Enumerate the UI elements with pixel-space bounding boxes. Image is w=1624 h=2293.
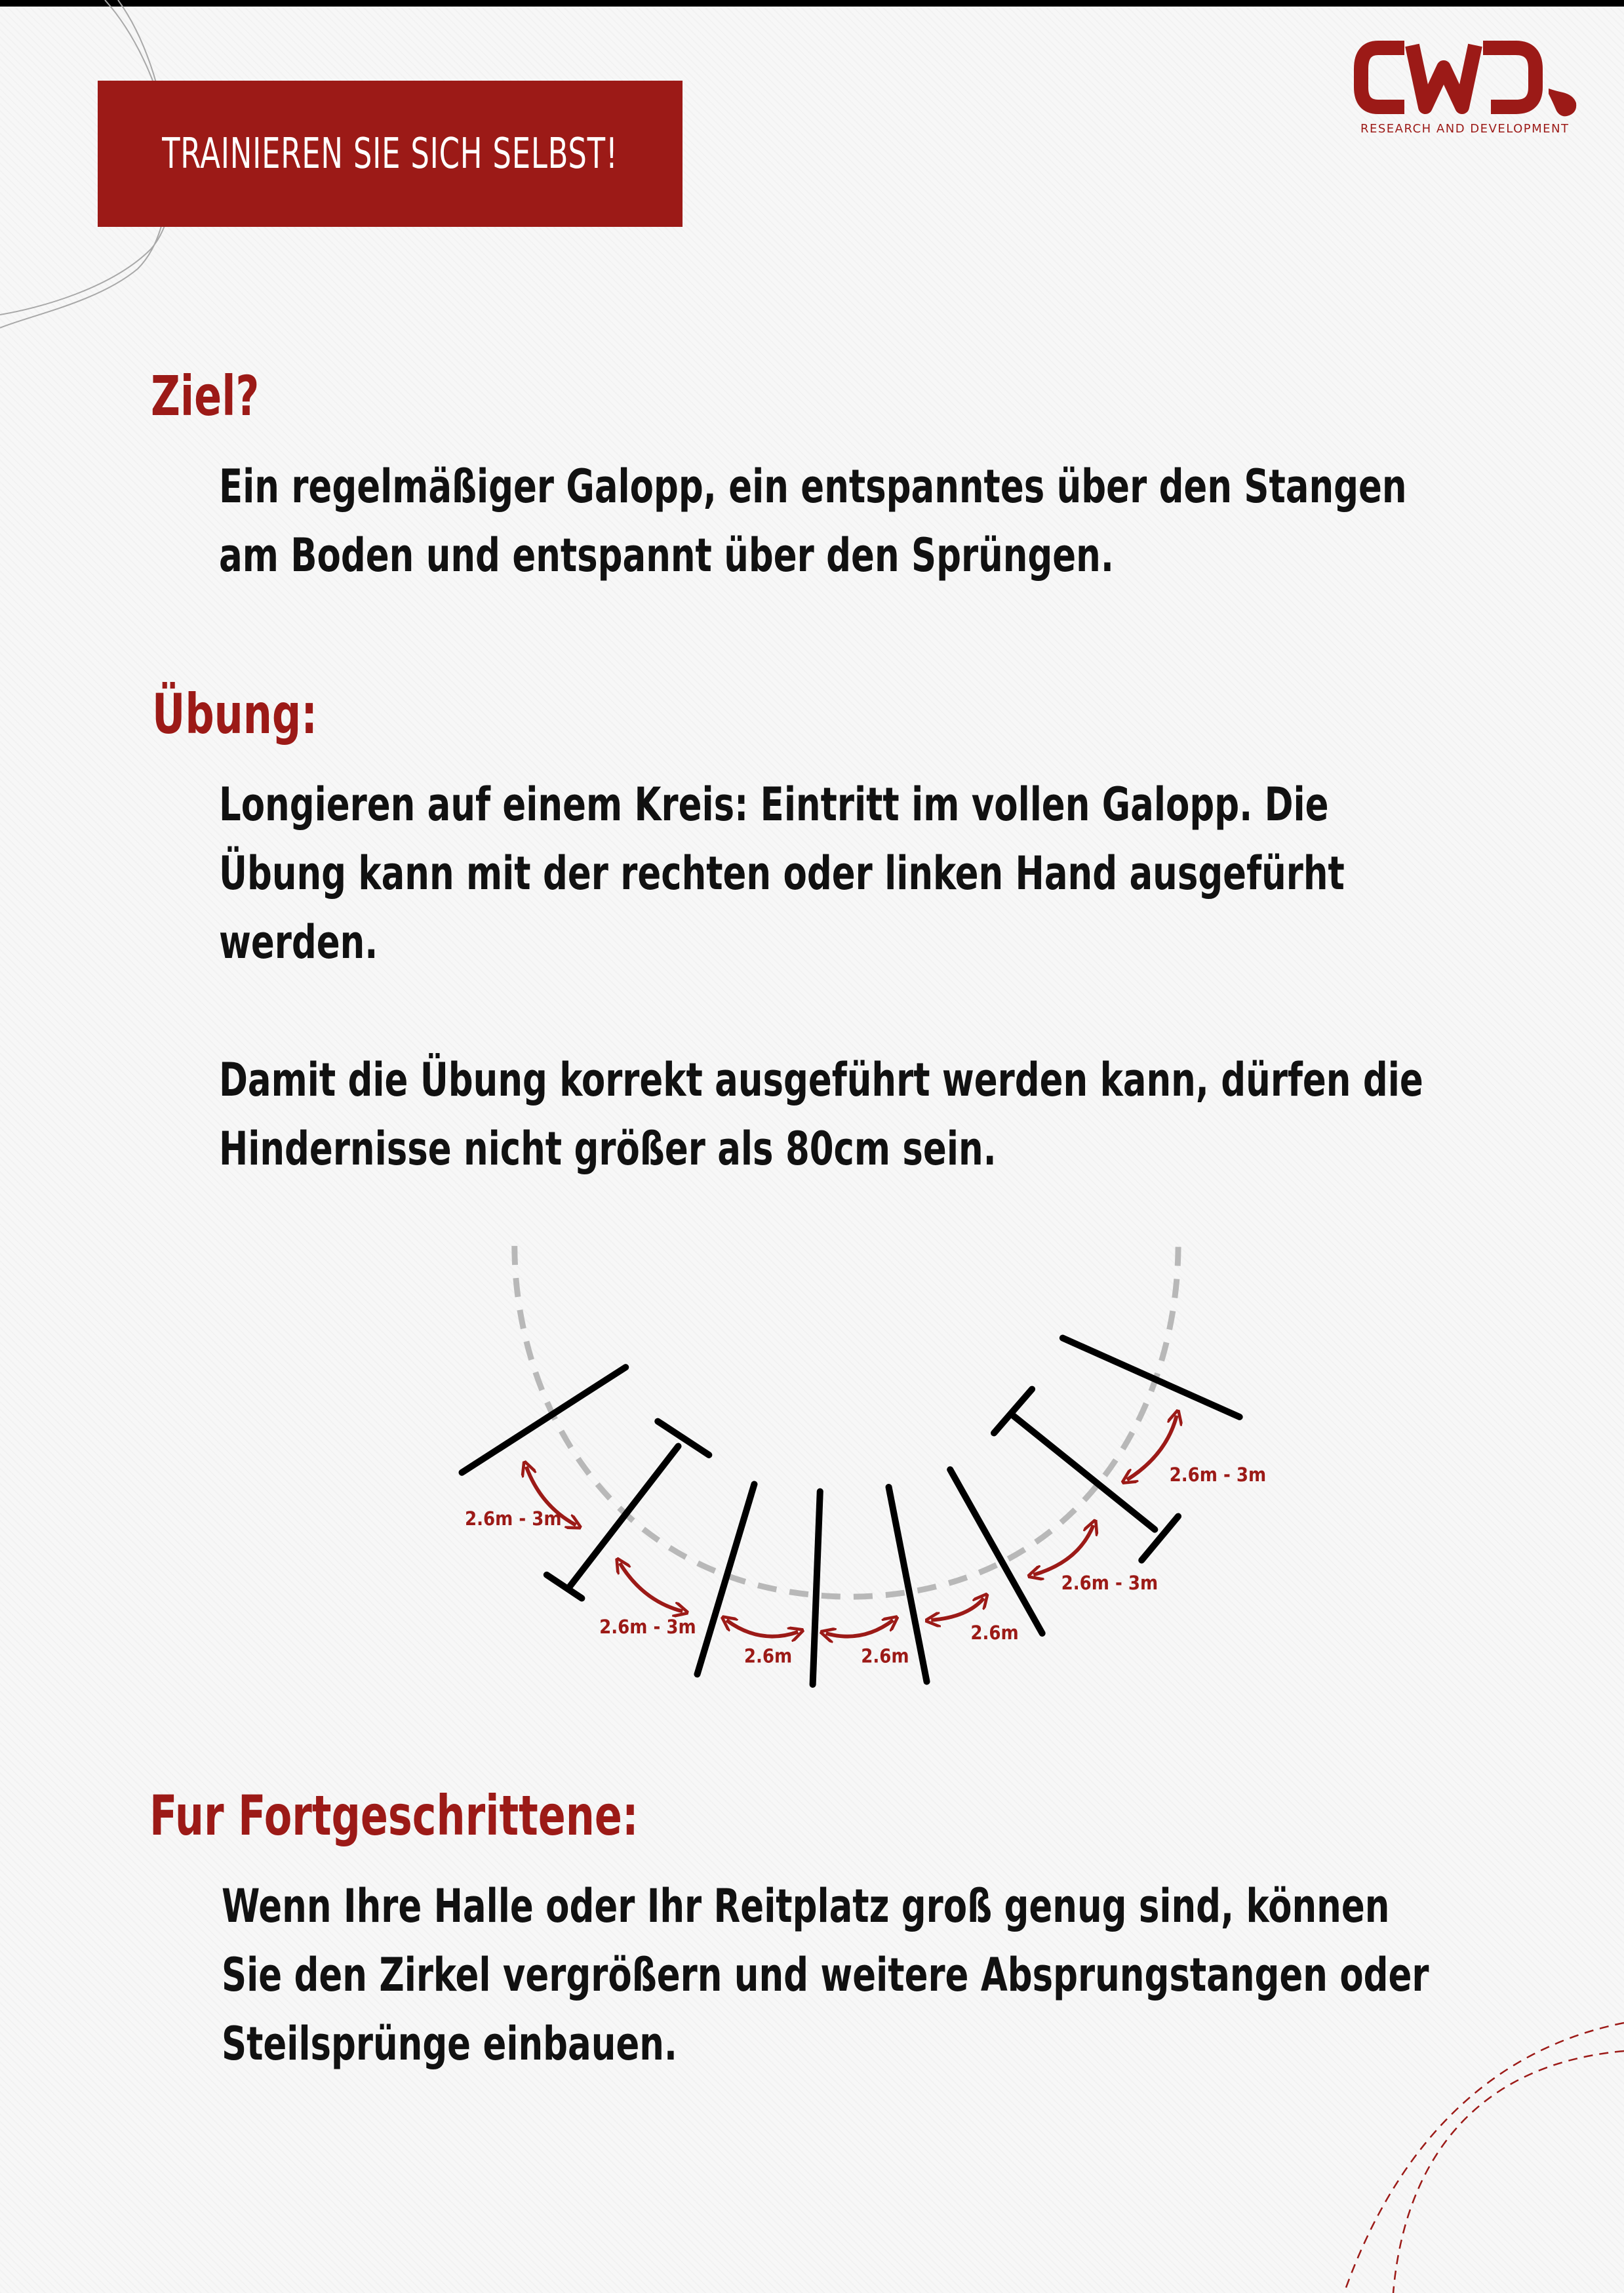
exercise-note-line: Damit die Übung korrekt ausgeführt werden kann, dürfen die [219, 1053, 1423, 1107]
label-left-outer: 2.6m - 3m [464, 1507, 562, 1530]
exercise-heading: Übung: [152, 682, 318, 746]
distance-arrows [526, 1416, 1177, 1637]
label-right-outer: 2.6m - 3m [1169, 1464, 1267, 1486]
longe-circle-path [515, 1237, 1178, 1597]
banner-title: TRAINIEREN SIE SICH SELBST! [162, 129, 618, 178]
exercise-note-line: Hindernisse nicht größer als 80cm sein. [219, 1122, 997, 1176]
label-right-inner: 2.6m [970, 1621, 1019, 1644]
goal-line: am Boden und entspannt über den Sprüngen. [219, 528, 1114, 582]
goal-line: Ein regelmäßiger Galopp, ein entspanntes über den Stangen [219, 460, 1407, 513]
exercise-line: werden. [219, 915, 378, 969]
goal-heading: Ziel? [151, 364, 260, 428]
advanced-line: Wenn Ihre Halle oder Ihr Reitplatz groß genug sind, können [222, 1879, 1390, 1933]
advanced-text [222, 1872, 1429, 2079]
advanced-line: Sie den Zirkel vergrößern und weitere Absprungstangen oder [222, 1948, 1429, 2002]
logo-tagline: RESEARCH AND DEVELOPMENT [1360, 122, 1570, 136]
label-right-middle: 2.6m - 3m [1061, 1572, 1159, 1595]
poles [462, 1338, 1240, 1685]
label-center-left: 2.6m [743, 1645, 793, 1667]
advanced-heading: Fur Fortgeschrittene: [149, 1784, 639, 1848]
exercise-line: Übung kann mit der rechten oder linken Hand ausgefürht [219, 847, 1345, 900]
exercise-line: Longieren auf einem Kreis: Eintritt im vollen Galopp. Die [219, 778, 1329, 831]
label-left-inner: 2.6m - 3m [599, 1615, 696, 1638]
label-center-right: 2.6m [861, 1645, 909, 1667]
advanced-line: Steilsprünge einbauen. [222, 2017, 678, 2071]
